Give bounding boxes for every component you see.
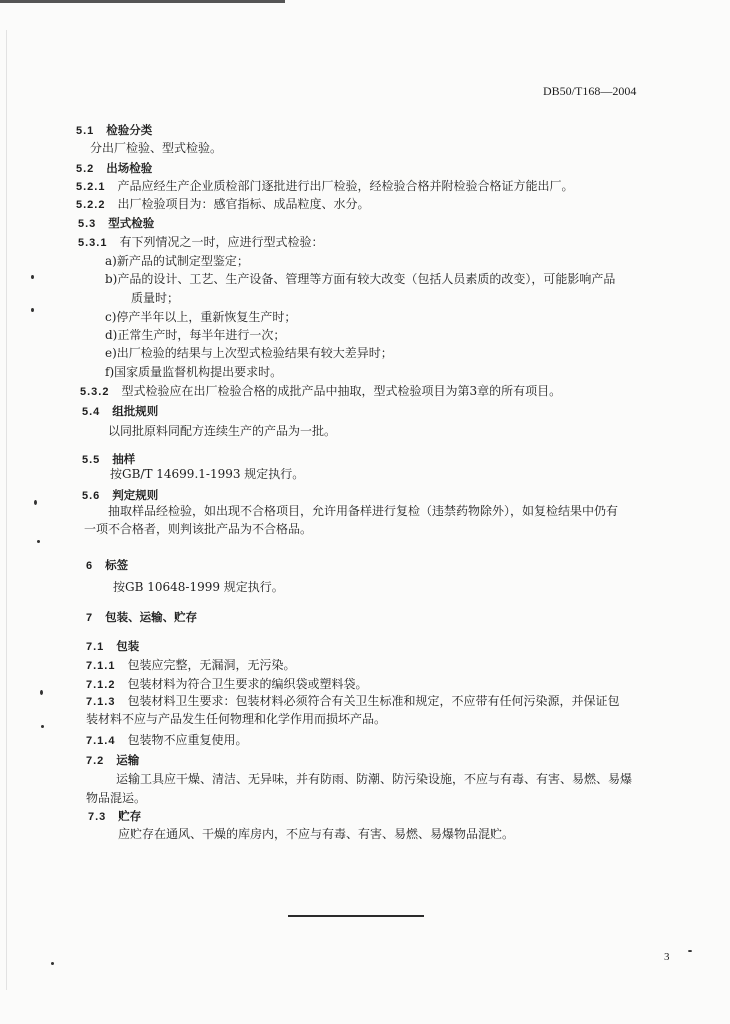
scan-top-edge xyxy=(0,0,285,3)
section-title: 贮存 xyxy=(118,809,142,823)
clause-text: 型式检验应在出厂检验合格的成批产品中抽取，型式检验项目为第3章的所有项目。 xyxy=(121,384,562,398)
section-number: 7 xyxy=(86,612,94,624)
section-title: 包装、运输、贮存 xyxy=(105,610,198,624)
scan-speck xyxy=(40,690,43,695)
section-5-3 xyxy=(78,215,154,232)
section-title: 检验分类 xyxy=(106,123,153,137)
clause-number: 5.3.1 xyxy=(78,237,108,249)
list-item-b: b)产品的设计、工艺、生产设备、管理等方面有较大改变（包括人员素质的改变），可能影响产品 xyxy=(105,272,616,286)
clause-7-1-4 xyxy=(86,732,247,749)
section-number: 5.4 xyxy=(82,406,101,418)
clause-text: 产品应经生产企业质检部门逐批进行出厂检验，经检验合格并附检验合格证方能出厂。 xyxy=(117,179,574,193)
section-7-1 xyxy=(86,638,139,655)
paragraph-line: 以同批原料同配方连续生产的产品为一批。 xyxy=(108,424,337,438)
section-title: 包装 xyxy=(116,639,140,653)
paragraph-line: 按GB/T 14699.1-1993 规定执行。 xyxy=(110,467,305,481)
scan-speck xyxy=(31,275,34,279)
list-item-b-cont: 质量时； xyxy=(131,291,180,305)
clause-5-3-2 xyxy=(80,383,561,400)
section-5-6 xyxy=(82,487,158,504)
clause-5-3-1 xyxy=(78,234,323,251)
clause-text: 包装材料卫生要求：包装材料必须符合有关卫生标准和规定，不应带有任何污染源，并保证包 xyxy=(127,694,620,708)
clause-number: 5.2.1 xyxy=(76,181,106,193)
section-number: 5.6 xyxy=(82,490,101,502)
paragraph-line: 按GB 10648-1999 规定执行。 xyxy=(113,580,284,594)
section-title: 判定规则 xyxy=(112,488,159,502)
section-number: 7.1 xyxy=(86,641,105,653)
section-number: 7.3 xyxy=(88,811,107,823)
paragraph-line: 一项不合格者，则判该批产品为不合格品。 xyxy=(84,522,313,536)
paragraph-line: 装材料不应与产品发生任何物理和化学作用而损坏产品。 xyxy=(86,712,387,726)
clause-text: 包装应完整，无漏洞，无污染。 xyxy=(127,658,296,672)
clause-7-1-3 xyxy=(86,693,619,710)
section-title: 标签 xyxy=(105,558,129,572)
list-item-e: e)出厂检验的结果与上次型式检验结果有较大差异时； xyxy=(105,346,393,360)
section-number: 6 xyxy=(86,560,94,572)
section-5-1 xyxy=(76,122,152,139)
clause-5-2-2 xyxy=(76,196,369,213)
list-item-a: a)新产品的试制定型鉴定； xyxy=(105,254,249,268)
clause-number: 5.2.2 xyxy=(76,199,106,211)
section-number: 5.5 xyxy=(82,454,101,466)
list-item-f: f)国家质量监督机构提出要求时。 xyxy=(105,365,283,379)
section-number: 7.2 xyxy=(86,755,105,767)
clause-text: 包装物不应重复使用。 xyxy=(127,733,248,747)
section-6 xyxy=(86,557,128,574)
clause-text: 有下列情况之一时，应进行型式检验： xyxy=(119,235,324,249)
section-5-4 xyxy=(82,403,158,420)
scan-left-border xyxy=(6,30,7,990)
scan-speck xyxy=(688,950,692,952)
page-number: 3 xyxy=(664,951,670,963)
section-title: 运输 xyxy=(116,753,140,767)
section-title: 出场检验 xyxy=(106,161,153,175)
section-7-3 xyxy=(88,808,141,825)
section-5-2 xyxy=(76,160,152,177)
clause-5-2-1 xyxy=(76,178,573,195)
clause-number: 7.1.4 xyxy=(86,735,116,747)
clause-text: 出厂检验项目为：感官指标、成品粒度、水分。 xyxy=(117,197,370,211)
scan-speck xyxy=(34,500,37,505)
section-7-2 xyxy=(86,752,139,769)
paragraph-line: 物品混运。 xyxy=(86,791,147,805)
section-number: 5.1 xyxy=(76,125,95,137)
section-title: 抽样 xyxy=(112,452,136,466)
scan-speck xyxy=(51,962,54,965)
section-7 xyxy=(86,609,197,626)
clause-number: 7.1.1 xyxy=(86,660,116,672)
paragraph-line: 运输工具应干燥、清洁、无异味，并有防雨、防潮、防污染设施，不应与有毒、有害、易燃、易爆 xyxy=(116,772,633,786)
paragraph-line: 抽取样品经检验，如出现不合格项目，允许用备样进行复检（违禁药物除外），如复检结果中仍有 xyxy=(108,504,619,518)
list-item-d: d)正常生产时，每半年进行一次； xyxy=(105,328,286,342)
clause-number: 5.3.2 xyxy=(80,386,110,398)
list-item-c: c)停产半年以上，重新恢复生产时； xyxy=(105,310,297,324)
clause-number: 7.1.3 xyxy=(86,696,116,708)
scan-speck xyxy=(31,308,34,312)
document-code: DB50/T168—2004 xyxy=(543,84,637,98)
clause-number: 7.1.2 xyxy=(86,679,116,691)
paragraph-line: 分出厂检验、型式检验。 xyxy=(90,141,223,155)
scan-speck xyxy=(37,540,40,543)
section-number: 5.2 xyxy=(76,163,95,175)
paragraph-line: 应贮存在通风、干燥的库房内，不应与有毒、有害、易燃、易爆物品混贮。 xyxy=(118,827,515,841)
clause-7-1-1 xyxy=(86,657,295,674)
section-title: 型式检验 xyxy=(108,216,155,230)
section-title: 组批规则 xyxy=(112,404,159,418)
section-number: 5.3 xyxy=(78,218,97,230)
scan-speck xyxy=(41,725,44,728)
clause-text: 包装材料为符合卫生要求的编织袋或塑料袋。 xyxy=(127,677,368,691)
clause-7-1-2 xyxy=(86,676,367,693)
footer-rule xyxy=(288,915,424,917)
